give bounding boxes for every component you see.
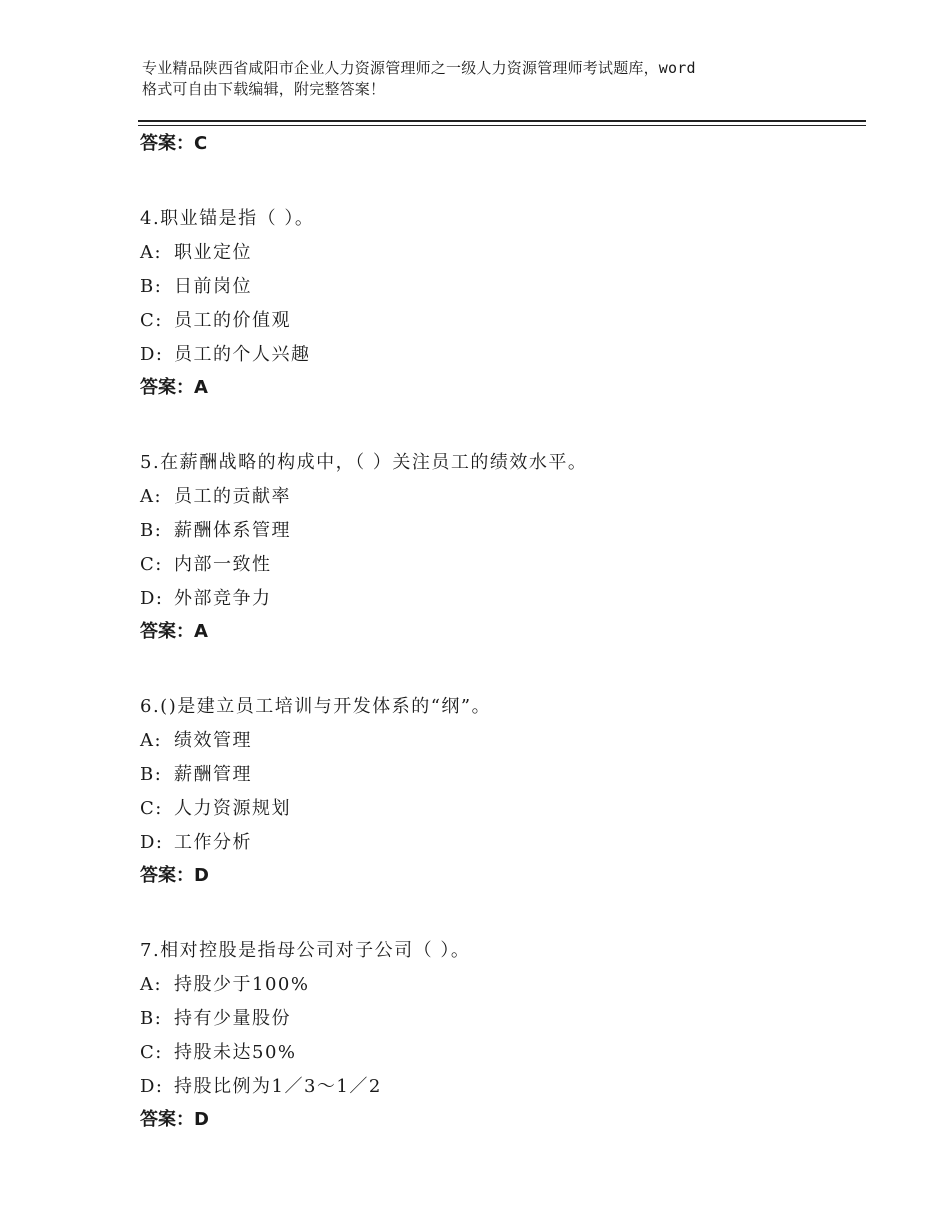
option-letter: B: [140,1008,163,1029]
option-letter: D: [140,344,164,365]
option-text: 持股比例为1／3～1／2 [174,1076,382,1097]
question-answer: 答案：D [140,865,209,886]
option-text: 外部竞争力 [174,588,272,609]
option-letter: C: [140,310,163,331]
option-text: 职业定位 [174,242,252,263]
header-divider-thick [138,120,866,122]
option-letter: C: [140,554,163,575]
option-letter: A: [140,242,163,263]
option-a [140,724,860,758]
option-text: 持股未达50% [174,1042,297,1063]
question-7 [140,934,860,1135]
question-6 [140,690,860,891]
option-text: 薪酬管理 [174,764,252,785]
question-list [140,128,860,1135]
option-text: 持有少量股份 [174,1008,291,1029]
option-a [140,968,860,1002]
option-a [140,236,860,270]
header-title-line-1: 专业精品陕西省咸阳市企业人力资源管理师之一级人力资源管理师考试题库，word [142,59,696,77]
option-letter: B: [140,764,163,785]
question-4 [140,202,860,403]
option-c [140,548,860,582]
option-letter: A: [140,974,163,995]
option-d [140,1070,860,1104]
option-letter: D: [140,1076,164,1097]
option-text: 人力资源规划 [174,798,291,819]
option-a [140,480,860,514]
option-text: 员工的个人兴趣 [174,344,311,365]
question-stem: 7.相对控股是指母公司对子公司（ ）。 [140,940,471,961]
option-text: 日前岗位 [174,276,252,297]
option-d [140,338,860,372]
option-c [140,304,860,338]
option-letter: C: [140,798,163,819]
option-letter: B: [140,276,163,297]
option-text: 员工的价值观 [174,310,291,331]
option-letter: D: [140,832,164,853]
question-answer: 答案：A [140,621,208,642]
question-stem: 5.在薪酬战略的构成中，（ ）关注员工的绩效水平。 [140,452,588,473]
option-text: 内部一致性 [174,554,272,575]
option-letter: C: [140,1042,163,1063]
option-d [140,582,860,616]
page-header [142,58,842,100]
option-text: 工作分析 [174,832,252,853]
option-b [140,270,860,304]
question-stem: 4.职业锚是指（ ）。 [140,208,315,229]
option-letter: A: [140,730,163,751]
option-b [140,514,860,548]
option-b [140,1002,860,1036]
header-divider-thin [138,125,866,126]
option-letter: B: [140,520,163,541]
option-b [140,758,860,792]
option-c [140,1036,860,1070]
header-title-line-2: 格式可自由下载编辑，附完整答案！ [142,80,386,98]
option-letter: A: [140,486,163,507]
option-text: 员工的贡献率 [174,486,291,507]
question-answer: 答案：A [140,377,208,398]
previous-answer: 答案：C [140,133,208,154]
option-text: 绩效管理 [174,730,252,751]
question-answer: 答案：D [140,1109,209,1130]
option-letter: D: [140,588,164,609]
option-text: 持股少于100% [174,974,310,995]
question-stem: 6.()是建立员工培训与开发体系的“纲”。 [140,696,492,717]
option-c [140,792,860,826]
option-text: 薪酬体系管理 [174,520,291,541]
option-d [140,826,860,860]
question-5 [140,446,860,647]
